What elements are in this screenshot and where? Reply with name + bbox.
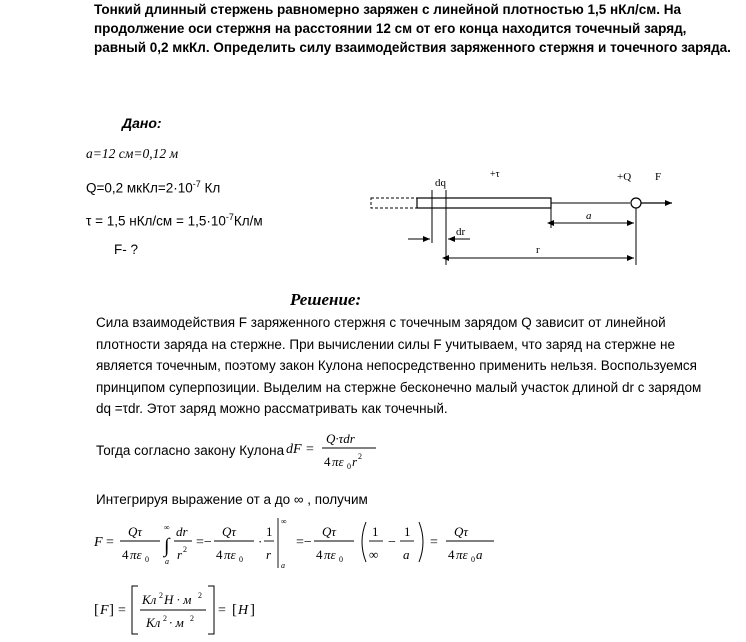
label-dr: dr [456,226,466,238]
svg-text:dr: dr [176,524,188,539]
given-density [86,212,263,229]
given-find: F- ? [114,242,139,257]
label-f: F [655,171,662,183]
svg-text:∞: ∞ [369,547,379,562]
svg-text:πε: πε [456,547,468,562]
svg-text:a: a [403,547,410,562]
integrate-intro: Интегрируя выражение от a до ∞ , получим [96,492,368,507]
given-heading: Дано: [122,115,162,131]
svg-text:=: = [118,603,126,618]
svg-text:=−: =− [296,535,312,550]
coulomb-formula [284,427,384,473]
svg-text:πε: πε [332,454,344,469]
svg-text:r: r [266,547,272,562]
svg-text:Qτ: Qτ [128,524,143,539]
svg-text:Кл: Кл [142,592,157,607]
units-formula [92,582,312,638]
svg-text:∫: ∫ [164,535,170,557]
svg-text:0: 0 [145,555,149,564]
rod-dashed-extension [371,198,417,208]
charged-rod [417,198,551,208]
svg-text:r: r [352,454,358,469]
svg-text:2: 2 [198,591,202,600]
svg-text:4: 4 [316,547,323,562]
svg-text:∞: ∞ [281,517,287,526]
point-charge [631,198,641,208]
label-tau: +τ [490,169,500,180]
svg-text:F: F [100,603,109,618]
svg-text:1: 1 [404,524,411,539]
svg-text:−: − [388,535,396,550]
svg-text:a: a [165,557,169,566]
label-a: a [586,210,592,222]
svg-text:4: 4 [216,547,223,562]
svg-text:Q·τdr: Q·τdr [326,431,355,446]
svg-text:r: r [177,547,183,562]
integral-formula [92,512,552,578]
svg-text:Кл: Кл [146,615,161,630]
given-density-exponent: -7 [225,212,234,222]
svg-text:2: 2 [163,614,167,623]
label-q: +Q [617,171,632,183]
svg-text:=: = [430,535,438,550]
svg-text:dF: dF [286,442,302,457]
svg-text:[: [ [232,602,237,618]
coulomb-intro: Тогда согласно закону Кулона [96,443,285,458]
svg-text:Qτ: Qτ [222,524,237,539]
svg-text:Н · м: Н · м [164,592,192,607]
given-distance [86,146,178,162]
svg-text:0: 0 [339,555,343,564]
svg-text:πε: πε [130,547,142,562]
svg-text:· м: · м [169,615,184,630]
label-r: r [536,244,540,256]
svg-text:=−: =− [196,535,212,550]
svg-text:0: 0 [471,555,475,564]
given-charge-prefix: Q=0,2 мкКл=2·10 [86,180,193,196]
rod-diagram [360,165,690,265]
svg-text:[: [ [94,602,99,618]
given-density-prefix: τ = 1,5 нКл/см = 1,5·10 [86,213,226,229]
svg-text:4: 4 [122,547,129,562]
svg-text:Н: Н [238,603,249,618]
given-charge-exponent: -7 [192,179,201,189]
solution-paragraph-end: dq =τdr. Этот заряд можно рассматривать как точечный. [96,401,448,416]
svg-text:·: · [258,534,263,549]
svg-text:2: 2 [159,591,163,600]
given-density-unit: Кл/м [233,213,263,229]
svg-text:Qτ: Qτ [322,524,337,539]
svg-text:2: 2 [183,545,187,554]
svg-text:a: a [281,561,285,570]
svg-text:0: 0 [239,555,243,564]
svg-text:∞: ∞ [164,523,170,532]
svg-text:4: 4 [324,454,331,469]
label-dq: dq [435,177,446,189]
svg-text:Qτ: Qτ [454,524,469,539]
given-charge-unit: Кл [200,180,221,196]
solution-paragraph: Сила взаимодействия F заряженного стержня с точечным зарядом Q зависит от линейной плотности заряда на стержне. При вычислении силы F учитываем, что заряд на стержне не является точечным, поэтому закон Кулона непосредственно применить нельзя. Воспользуемся принципом суперпозиции. Выделим на стержне бесконечно малый участок длиной dr с зарядом [96,315,702,395]
svg-text:=: = [306,442,314,457]
svg-text:1: 1 [372,524,379,539]
svg-text:1: 1 [266,524,273,539]
given-charge [86,179,220,196]
svg-text:a: a [476,547,483,562]
svg-text:=: = [106,535,114,550]
svg-text:]: ] [250,602,255,618]
problem-statement: Тонкий длинный стержень равномерно заряжен с линейной плотностью 1,5 нКл/см. На продолжение оси стержня на расстоянии 12 см от его конца находится точечный заряд, равный 0,2 мкКл. Определить силу взаимодействия заряженного стержня и точечного заряда. [94,2,731,55]
svg-text:]: ] [109,602,114,618]
solution-heading: Решение: [290,290,362,309]
svg-text:πε: πε [224,547,236,562]
given-distance-text: a=12 см=0,12 м [86,146,179,161]
svg-text:0: 0 [347,462,351,471]
svg-text:πε: πε [324,547,336,562]
svg-text:F: F [94,535,103,550]
svg-text:=: = [218,603,226,618]
svg-text:2: 2 [358,452,362,461]
svg-text:4: 4 [448,547,455,562]
svg-text:2: 2 [190,614,194,623]
